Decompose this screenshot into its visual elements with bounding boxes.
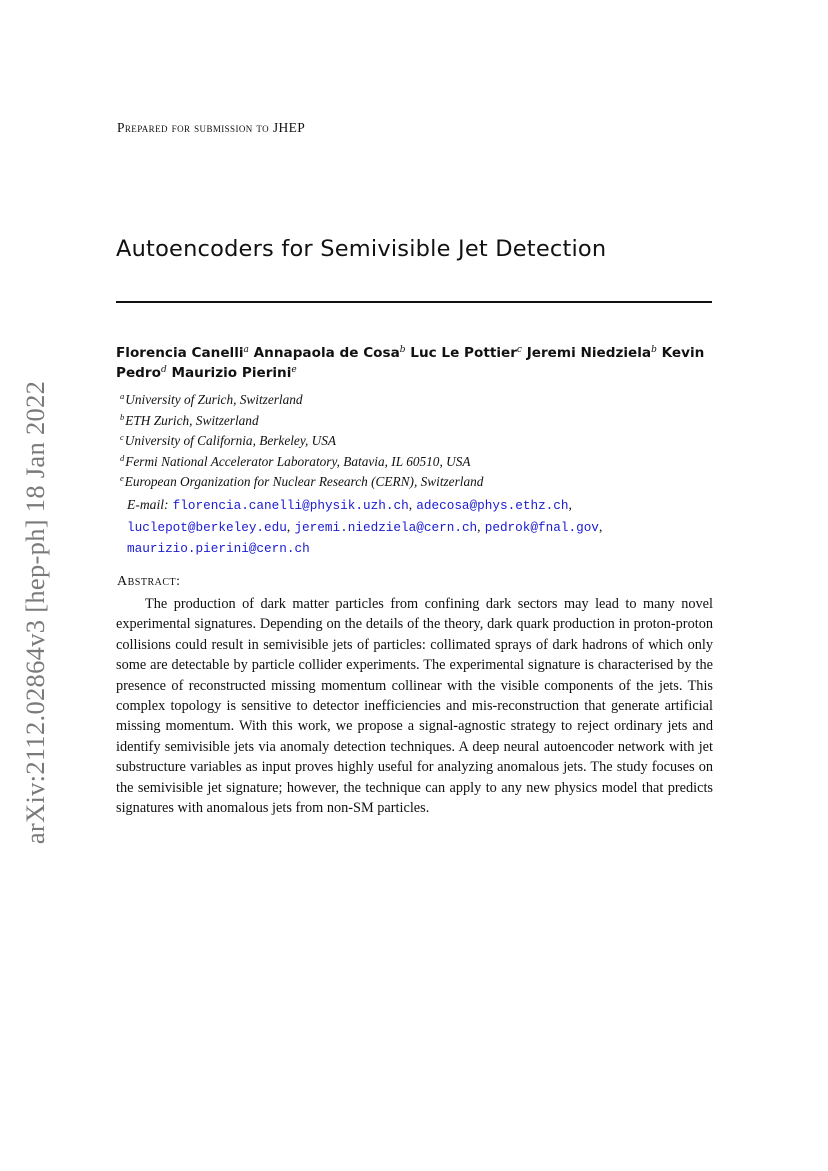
email-link[interactable]: pedrok@fnal.gov bbox=[484, 520, 599, 535]
email-link[interactable]: jeremi.niedziela@cern.ch bbox=[294, 520, 478, 535]
email-link[interactable]: luclepot@berkeley.edu bbox=[127, 520, 287, 535]
author: Kevin Pedro$^d$ bbox=[116, 345, 705, 381]
author: Florencia Canelli$^a$ bbox=[116, 345, 249, 361]
affiliation: $^d$Fermi National Accelerator Laboratory, Batavia, IL 60510, USA bbox=[120, 452, 471, 469]
email-link[interactable]: adecosa@phys.ethz.ch bbox=[416, 498, 569, 513]
affiliation: $^b$ETH Zurich, Switzerland bbox=[120, 411, 259, 428]
abstract-text: The production of dark matter particles from confining dark sectors may lead to many novel experimental signatures. Depending on the details of the theory, dark quark production in proton-proton collisions could result in semivisible jets of particles: collimated sprays of dark hadrons of which only some are detectable by particle collider experiments. The experimental signature is characterised by the presence of reconstructed missing momentum collinear with the visible components of the jets. This complex topology is sensitive to detector inefficiencies and mis-reconstruction that generate artificial missing momentum. With this work, we propose a signal-agnostic strategy to reject ordinary jets and identify semivisible jets via anomaly detection techniques. A deep neural autoencoder network with jet substructure variables as input proves highly useful for analyzing anomalous jets. The study focuses on the semivisible jet signature; however, the technique can apply to any new physics model that predicts signatures with anomalous jets from non-SM particles. bbox=[116, 596, 713, 817]
title-divider bbox=[116, 301, 712, 303]
email-link[interactable]: maurizio.pierini@cern.ch bbox=[127, 541, 310, 556]
arxiv-identifier-text: arXiv:2112.02864v3 [hep-ph] 18 Jan 2022 bbox=[20, 380, 51, 845]
paper-title: Autoencoders for Semivisible Jet Detection bbox=[116, 236, 607, 262]
author: Maurizio Pierini$^e$ bbox=[171, 365, 297, 381]
abstract-heading: Abstract: bbox=[117, 574, 181, 589]
author-list bbox=[116, 343, 716, 383]
affiliation-list bbox=[120, 390, 720, 493]
author: Luc Le Pottier$^c$ bbox=[410, 345, 522, 361]
email-block: E-mail: florencia.canelli@physik.uzh.ch, adecosa@phys.ethz.ch, luclepot@berkeley.edu, jeremi.niedziela@cern.ch, pedrok@fnal.gov, maurizio.pierini@cern.ch bbox=[127, 497, 603, 556]
author: Jeremi Niedziela$^b$ bbox=[526, 345, 657, 361]
email-label: E-mail: bbox=[127, 497, 169, 512]
author: Annapaola de Cosa$^b$ bbox=[253, 345, 406, 361]
submission-note: Prepared for submission to JHEP bbox=[117, 120, 306, 135]
arxiv-identifier-stamp bbox=[12, 365, 60, 860]
email-link[interactable]: florencia.canelli@physik.uzh.ch bbox=[172, 498, 409, 513]
affiliation: $^e$European Organization for Nuclear Research (CERN), Switzerland bbox=[120, 473, 484, 490]
affiliation: $^a$University of Zurich, Switzerland bbox=[120, 391, 303, 407]
affiliation: $^c$University of California, Berkeley, USA bbox=[120, 432, 337, 449]
